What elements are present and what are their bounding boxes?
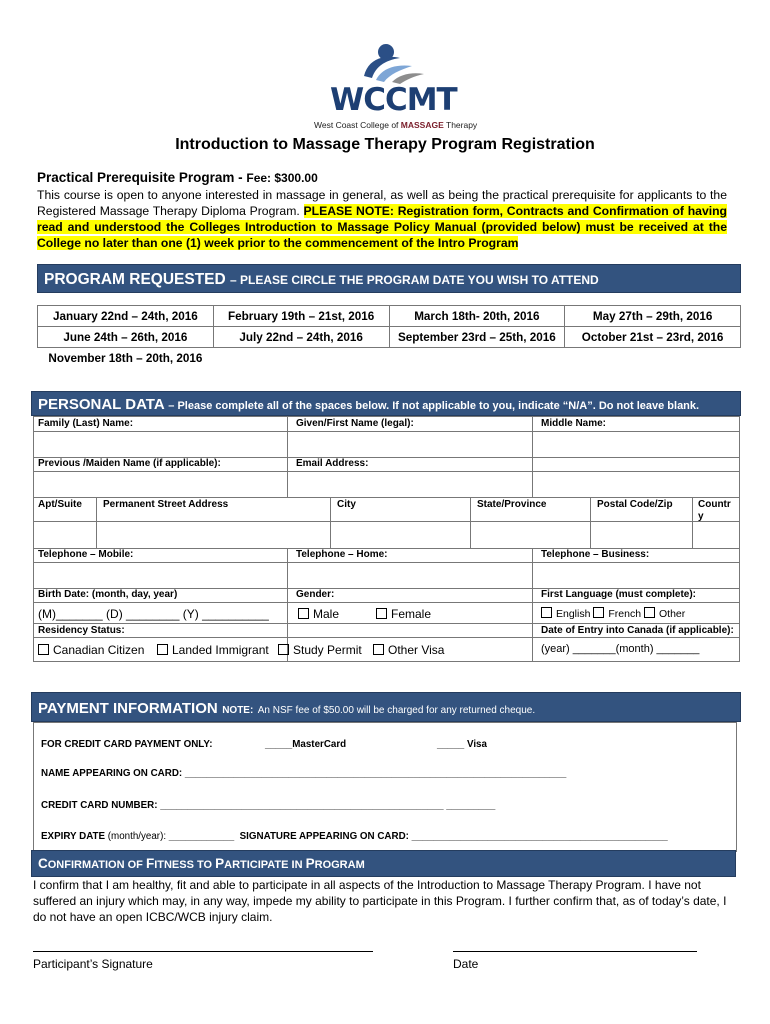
postal-code-field[interactable] <box>591 522 691 547</box>
expiry-field[interactable]: ____________ <box>168 831 235 842</box>
checkbox-icon <box>38 644 49 655</box>
apt-field[interactable] <box>35 522 95 547</box>
program-date-option[interactable]: June 24th – 26th, 2016 <box>38 327 214 348</box>
payment-header: PAYMENT INFORMATION NOTE: An NSF fee of $50.00 will be charged for any returned cheque. <box>31 692 741 722</box>
tel-mobile-label: Telephone – Mobile: <box>38 549 134 560</box>
province-field[interactable] <box>471 522 589 547</box>
program-date-option[interactable]: January 22nd – 24th, 2016 <box>38 306 214 327</box>
street-label: Permanent Street Address <box>103 499 229 510</box>
expiry-label: EXPIRY DATE <box>41 831 106 842</box>
middle-name-field[interactable] <box>533 432 737 457</box>
logo-figure-icon <box>320 40 470 88</box>
program-date-option[interactable]: September 23rd – 25th, 2016 <box>389 327 565 348</box>
entry-date-field[interactable]: (year) _______(month) _______ <box>541 643 700 655</box>
tel-business-label: Telephone – Business: <box>541 549 650 560</box>
maiden-name-field[interactable] <box>35 472 286 497</box>
confirmation-text: I confirm that I am healthy, fit and able to participate in all aspects of the Introduction to Massage Therapy Program. I have not suffered an injury which may, in any way, impede my ability to participate in this Program. I further confirm that, as of today’s date, I do not have an open ICBC/WCB injury claim. <box>33 878 727 924</box>
birth-date-label: Birth Date: (month, day, year) <box>38 589 178 600</box>
country-field[interactable] <box>693 522 737 547</box>
tel-business-field[interactable] <box>533 563 737 588</box>
date-line[interactable] <box>453 951 697 952</box>
program-date-option[interactable]: February 19th – 21st, 2016 <box>213 306 389 327</box>
name-on-card-field[interactable]: NAME APPEARING ON CARD: ______________________________________________________________________ <box>41 768 567 779</box>
personal-data-form <box>33 416 740 662</box>
checkbox-icon <box>157 644 168 655</box>
gender-male-option[interactable]: Male <box>298 607 339 621</box>
first-language-label: First Language (must complete): <box>541 589 697 600</box>
city-field[interactable] <box>331 522 469 547</box>
residency-label: Residency Status: <box>38 625 125 636</box>
family-name-field[interactable] <box>35 432 286 457</box>
expiry-signature-row: EXPIRY DATE (month/year): ____________ SIGNATURE APPEARING ON CARD: _______________________________________________ <box>41 831 668 842</box>
checkbox-icon <box>298 608 309 619</box>
program-requested-header: PROGRAM REQUESTED – PLEASE CIRCLE THE PROGRAM DATE YOU WISH TO ATTEND <box>37 264 741 293</box>
program-fee: Fee: $300.00 <box>246 171 318 185</box>
checkbox-icon <box>376 608 387 619</box>
participant-signature-label: Participant’s Signature <box>33 957 153 971</box>
email-label: Email Address: <box>296 458 369 469</box>
gender-label: Gender: <box>296 589 335 600</box>
apt-label: Apt/Suite <box>38 499 82 510</box>
college-logo <box>314 40 478 132</box>
language-other-option[interactable]: Other <box>644 608 685 620</box>
card-number-field[interactable]: CREDIT CARD NUMBER: ____________________________________________________ _________ <box>41 800 496 811</box>
intro-note: PLEASE NOTE: Registration form, Contracts and Confirmation of having read and understood the Colleges Introduction to Massage Policy Manual (provided below) must be received at the College no later than one (1) week prior to the commencement of the Intro Program <box>37 204 727 250</box>
page-title: Introduction to Massage Therapy Program Registration <box>175 136 595 153</box>
program-date-option[interactable]: May 27th – 29th, 2016 <box>565 306 741 327</box>
city-label: City <box>337 499 356 510</box>
program-date-option[interactable]: October 21st – 23rd, 2016 <box>565 327 741 348</box>
program-date-option[interactable]: March 18th- 20th, 2016 <box>389 306 565 327</box>
confirmation-header: CONFIRMATION OF FITNESS TO PARTICIPATE IN PROGRAM <box>31 850 736 877</box>
logo-wordmark: WCCMT <box>330 82 457 118</box>
checkbox-icon <box>593 607 604 618</box>
participant-signature-line[interactable] <box>33 951 373 952</box>
mastercard-option[interactable]: _____MasterCard <box>265 739 347 750</box>
middle-name-label: Middle Name: <box>541 418 607 429</box>
program-subtitle: Practical Prerequisite Program - Fee: $300.00 <box>37 170 318 185</box>
tel-mobile-field[interactable] <box>35 563 286 588</box>
maiden-name-label: Previous /Maiden Name (if applicable): <box>38 458 221 469</box>
birth-date-field[interactable]: (M)_______ (D) ________ (Y) __________ <box>38 607 269 621</box>
language-french-option[interactable]: French <box>593 608 641 620</box>
street-field[interactable] <box>97 522 329 547</box>
card-signature-field[interactable]: SIGNATURE APPEARING ON CARD: _______________________________________________ <box>239 831 668 842</box>
program-dates-table <box>37 305 741 368</box>
tel-home-field[interactable] <box>288 563 531 588</box>
checkbox-icon <box>373 644 384 655</box>
language-options <box>541 607 685 620</box>
gender-female-option[interactable]: Female <box>376 607 431 621</box>
residency-canadian-option[interactable]: Canadian Citizen <box>38 643 144 657</box>
residency-study-option[interactable]: Study Permit <box>278 643 362 657</box>
intro-paragraph: This course is open to anyone interested in massage in general, as well as being the practical prerequisite for applicants to the Registered Massage Therapy Diploma Program. PLEASE NOTE: Registration form, Contracts and Confirmation of having read and understood the Colleges Introduction to Massage Policy Manual (provided below) must be received at the College no later than one (1) week prior to the commencement of the Intro Program <box>37 188 727 250</box>
checkbox-icon <box>644 607 655 618</box>
credit-card-only-label: FOR CREDIT CARD PAYMENT ONLY: <box>41 739 213 750</box>
program-date-option[interactable]: November 18th – 20th, 2016 <box>48 351 203 365</box>
given-name-field[interactable] <box>288 432 531 457</box>
postal-code-label: Postal Code/Zip <box>597 499 673 510</box>
visa-option[interactable]: _____ Visa <box>437 739 487 750</box>
language-english-option[interactable]: English <box>541 608 590 620</box>
date-label: Date <box>453 957 479 971</box>
checkbox-icon <box>278 644 289 655</box>
entry-date-label: Date of Entry into Canada (if applicable): <box>541 625 734 636</box>
checkbox-icon <box>541 607 552 618</box>
personal-data-header: PERSONAL DATA – Please complete all of the spaces below. If not applicable to you, indicate “N/A”. Do not leave blank. <box>31 391 741 416</box>
tel-home-label: Telephone – Home: <box>296 549 388 560</box>
given-name-label: Given/First Name (legal): <box>296 418 414 429</box>
email-field[interactable] <box>288 472 737 497</box>
country-label: Countr y <box>698 499 731 522</box>
program-date-option[interactable]: July 22nd – 24th, 2016 <box>213 327 389 348</box>
logo-subtitle: West Coast College of MASSAGE Therapy <box>314 120 478 130</box>
residency-landed-option[interactable]: Landed Immigrant <box>157 643 269 657</box>
province-label: State/Province <box>477 499 547 510</box>
family-name-label: Family (Last) Name: <box>38 418 134 429</box>
residency-other-visa-option[interactable]: Other Visa <box>373 643 444 657</box>
